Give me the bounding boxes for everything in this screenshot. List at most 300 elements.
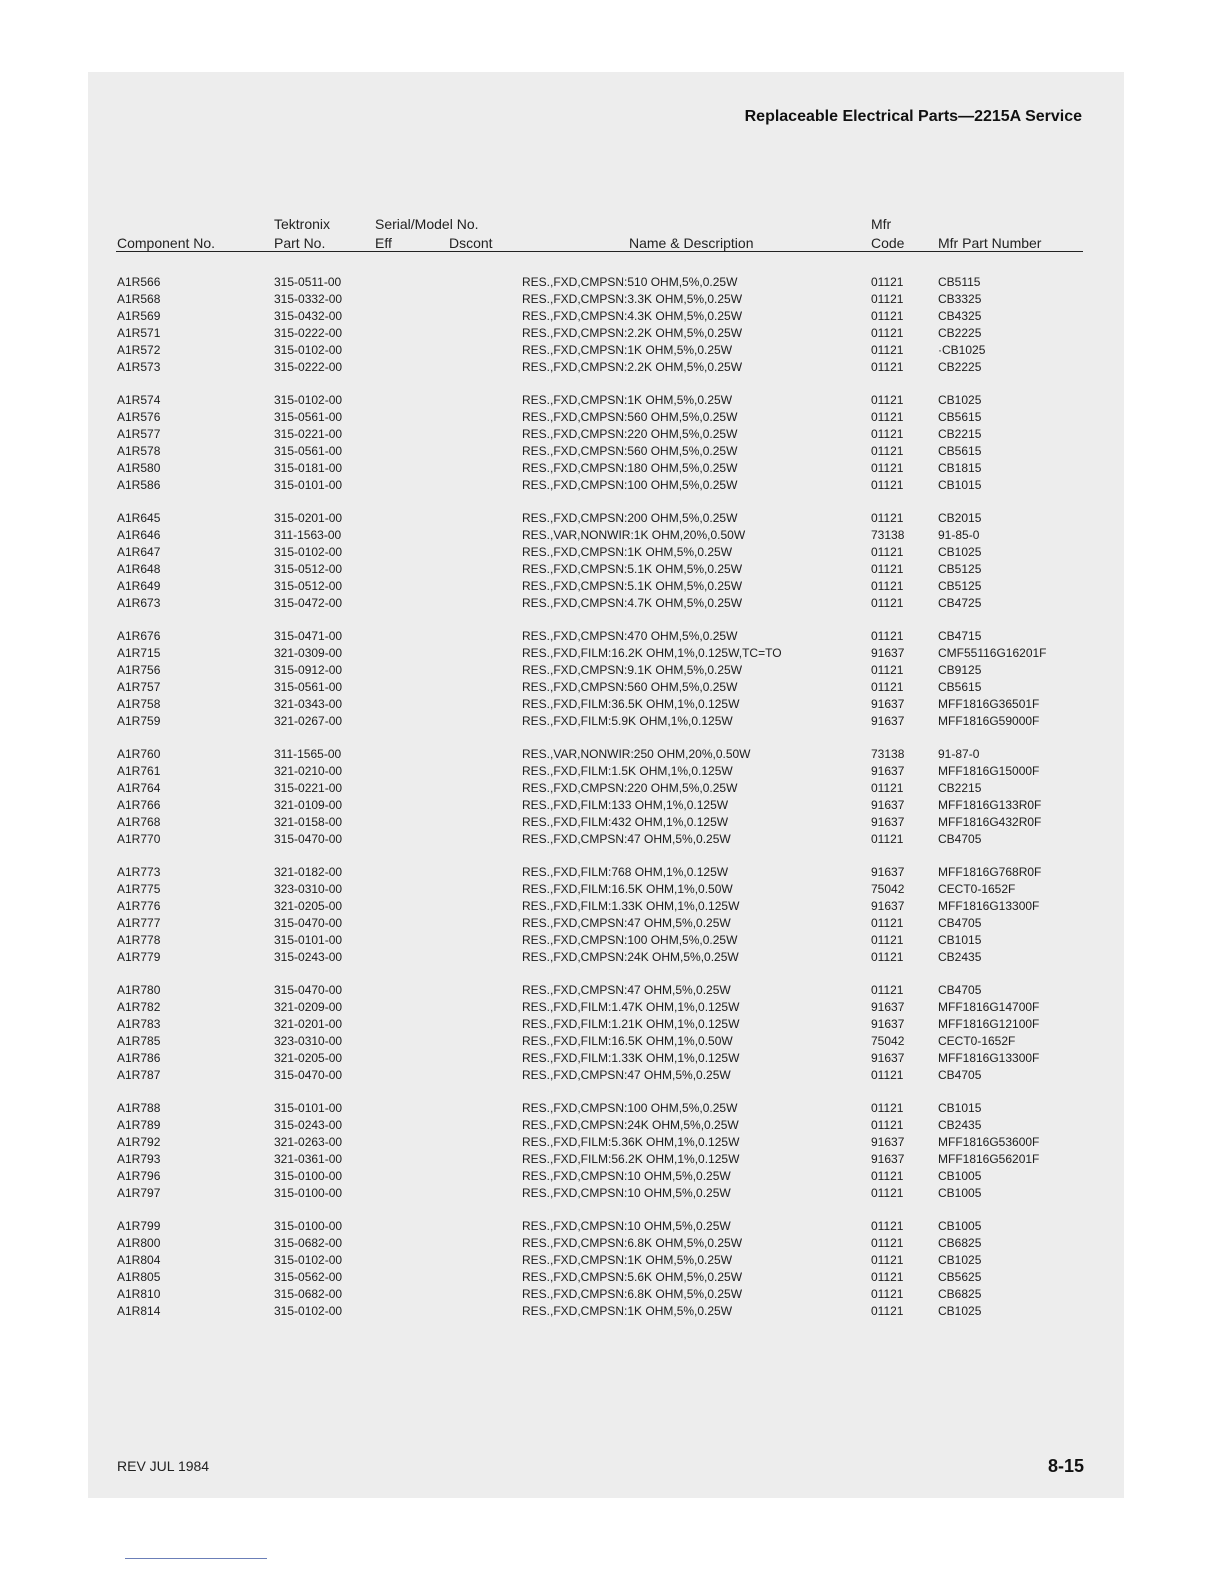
mfr-part-number: MFF1816G56201F — [938, 1152, 1040, 1166]
tektronix-part-number: 315-0243-00 — [274, 950, 343, 964]
component-number: A1R646 — [117, 528, 161, 542]
tektronix-part-number: 315-0221-00 — [274, 781, 343, 795]
mfr-code: 01121 — [871, 343, 904, 357]
mfr-part-number: CB2015 — [938, 511, 982, 525]
part-description: RES.,FXD,FILM:1.21K OHM,1%,0.125W — [522, 1017, 740, 1031]
mfr-code: 01121 — [871, 832, 904, 846]
mfr-code: 91637 — [871, 815, 905, 829]
mfr-part-number: CMF55116G16201F — [938, 646, 1047, 660]
mfr-part-number: CB5125 — [938, 562, 982, 576]
part-description: RES.,FXD,CMPSN:6.8K OHM,5%,0.25W — [522, 1236, 743, 1250]
mfr-code: 91637 — [871, 899, 905, 913]
mfr-code: 73138 — [871, 747, 905, 761]
parts-group — [0, 392, 1224, 494]
component-number: A1R758 — [117, 697, 161, 711]
mfr-code: 91637 — [871, 1135, 905, 1149]
tektronix-part-number: 315-0221-00 — [274, 427, 343, 441]
part-description: RES.,FXD,CMPSN:1K OHM,5%,0.25W — [522, 545, 733, 559]
part-description: RES.,FXD,CMPSN:2.2K OHM,5%,0.25W — [522, 326, 743, 340]
tektronix-part-number: 315-0181-00 — [274, 461, 343, 475]
mfr-part-number: CB1025 — [938, 545, 982, 559]
parts-group — [0, 864, 1224, 966]
mfr-code: 01121 — [871, 1287, 904, 1301]
column-header-mfr-part-number: Mfr Part Number — [938, 235, 1042, 251]
mfr-code: 01121 — [871, 950, 904, 964]
part-description: RES.,FXD,CMPSN:47 OHM,5%,0.25W — [522, 1068, 731, 1082]
part-description: RES.,FXD,CMPSN:5.1K OHM,5%,0.25W — [522, 579, 743, 593]
component-number: A1R797 — [117, 1186, 161, 1200]
part-description: RES.,FXD,CMPSN:10 OHM,5%,0.25W — [522, 1219, 731, 1233]
mfr-part-number: CB4725 — [938, 596, 982, 610]
mfr-part-number: MFF1816G12100F — [938, 1017, 1040, 1031]
mfr-part-number: 91-87-0 — [938, 747, 980, 761]
tektronix-part-number: 321-0210-00 — [274, 764, 343, 778]
mfr-code: 01121 — [871, 1219, 904, 1233]
mfr-part-number: MFF1816G133R0F — [938, 798, 1042, 812]
tektronix-part-number: 315-0100-00 — [274, 1169, 343, 1183]
mfr-part-number: MFF1816G14700F — [938, 1000, 1040, 1014]
component-number: A1R785 — [117, 1034, 161, 1048]
mfr-part-number: CB5615 — [938, 680, 982, 694]
parts-list — [0, 274, 1224, 1336]
mfr-code: 91637 — [871, 1017, 905, 1031]
part-description: RES.,FXD,CMPSN:24K OHM,5%,0.25W — [522, 1118, 739, 1132]
tektronix-part-number: 321-0267-00 — [274, 714, 343, 728]
mfr-code: 01121 — [871, 1118, 904, 1132]
tektronix-part-number: 315-0201-00 — [274, 511, 343, 525]
mfr-part-number: MFF1816G13300F — [938, 899, 1040, 913]
mfr-part-number: MFF1816G13300F — [938, 1051, 1040, 1065]
mfr-code: 01121 — [871, 410, 904, 424]
mfr-code: 91637 — [871, 646, 905, 660]
part-description: RES.,FXD,FILM:5.9K OHM,1%,0.125W — [522, 714, 733, 728]
mfr-part-number: MFF1816G59000F — [938, 714, 1040, 728]
component-number: A1R586 — [117, 478, 161, 492]
component-number: A1R800 — [117, 1236, 161, 1250]
component-number: A1R760 — [117, 747, 161, 761]
part-description: RES.,FXD,CMPSN:24K OHM,5%,0.25W — [522, 950, 739, 964]
table-row — [0, 1100, 1224, 1117]
table-row — [0, 527, 1224, 544]
tektronix-part-number: 321-0109-00 — [274, 798, 343, 812]
mfr-part-number: MFF1816G53600F — [938, 1135, 1040, 1149]
component-number: A1R756 — [117, 663, 161, 677]
table-row — [0, 780, 1224, 797]
tektronix-part-number: 315-0561-00 — [274, 444, 343, 458]
component-number: A1R715 — [117, 646, 161, 660]
component-number: A1R580 — [117, 461, 161, 475]
part-description: RES.,FXD,CMPSN:560 OHM,5%,0.25W — [522, 410, 738, 424]
table-row — [0, 713, 1224, 730]
component-number: A1R799 — [117, 1219, 161, 1233]
mfr-part-number: CB6825 — [938, 1236, 982, 1250]
mfr-code: 91637 — [871, 1000, 905, 1014]
tektronix-part-number: 315-0682-00 — [274, 1287, 343, 1301]
part-description: RES.,FXD,CMPSN:200 OHM,5%,0.25W — [522, 511, 738, 525]
part-description: RES.,FXD,CMPSN:100 OHM,5%,0.25W — [522, 933, 738, 947]
mfr-code: 01121 — [871, 933, 904, 947]
mfr-part-number: CB2435 — [938, 950, 982, 964]
component-number: A1R573 — [117, 360, 161, 374]
mfr-code: 91637 — [871, 1152, 905, 1166]
mfr-part-number: MFF1816G15000F — [938, 764, 1040, 778]
mfr-code: 01121 — [871, 1101, 904, 1115]
mfr-part-number: CB9125 — [938, 663, 982, 677]
component-number: A1R804 — [117, 1253, 161, 1267]
parts-group — [0, 982, 1224, 1084]
mfr-part-number: CB4705 — [938, 1068, 982, 1082]
table-row — [0, 1033, 1224, 1050]
component-number: A1R571 — [117, 326, 161, 340]
table-row — [0, 274, 1224, 291]
table-row — [0, 392, 1224, 409]
tektronix-part-number: 315-0102-00 — [274, 1304, 343, 1318]
part-description: RES.,FXD,CMPSN:180 OHM,5%,0.25W — [522, 461, 738, 475]
part-description: RES.,FXD,CMPSN:4.7K OHM,5%,0.25W — [522, 596, 743, 610]
mfr-code: 01121 — [871, 629, 904, 643]
tektronix-part-number: 315-0471-00 — [274, 629, 343, 643]
part-description: RES.,FXD,CMPSN:3.3K OHM,5%,0.25W — [522, 292, 743, 306]
parts-group — [0, 746, 1224, 848]
mfr-part-number: CB4325 — [938, 309, 982, 323]
table-row — [0, 1235, 1224, 1252]
revision-date: REV JUL 1984 — [117, 1458, 210, 1474]
table-row — [0, 291, 1224, 308]
table-row — [0, 1117, 1224, 1134]
mfr-part-number: CECT0-1652F — [938, 882, 1016, 896]
component-number: A1R572 — [117, 343, 161, 357]
component-number: A1R566 — [117, 275, 161, 289]
mfr-code: 01121 — [871, 1186, 904, 1200]
mfr-code: 91637 — [871, 865, 905, 879]
mfr-part-number: CB2225 — [938, 326, 982, 340]
part-description: RES.,FXD,FILM:1.5K OHM,1%,0.125W — [522, 764, 733, 778]
table-row — [0, 982, 1224, 999]
table-row — [0, 763, 1224, 780]
mfr-code: 01121 — [871, 427, 904, 441]
table-row — [0, 1151, 1224, 1168]
mfr-part-number: CB4705 — [938, 983, 982, 997]
part-description: RES.,FXD,CMPSN:10 OHM,5%,0.25W — [522, 1169, 731, 1183]
component-number: A1R783 — [117, 1017, 161, 1031]
part-description: RES.,FXD,CMPSN:100 OHM,5%,0.25W — [522, 478, 738, 492]
component-number: A1R788 — [117, 1101, 161, 1115]
table-row — [0, 426, 1224, 443]
component-number: A1R789 — [117, 1118, 161, 1132]
tektronix-part-number: 315-0102-00 — [274, 545, 343, 559]
mfr-code: 01121 — [871, 916, 904, 930]
component-number: A1R805 — [117, 1270, 161, 1284]
table-row — [0, 864, 1224, 881]
table-row — [0, 1218, 1224, 1235]
part-description: RES.,FXD,CMPSN:9.1K OHM,5%,0.25W — [522, 663, 743, 677]
table-row — [0, 1168, 1224, 1185]
part-description: RES.,FXD,CMPSN:10 OHM,5%,0.25W — [522, 1186, 731, 1200]
table-row — [0, 544, 1224, 561]
component-number: A1R676 — [117, 629, 161, 643]
part-description: RES.,FXD,CMPSN:220 OHM,5%,0.25W — [522, 781, 738, 795]
mfr-code: 91637 — [871, 798, 905, 812]
tektronix-part-number: 315-0561-00 — [274, 410, 343, 424]
tektronix-part-number: 315-0432-00 — [274, 309, 343, 323]
tektronix-part-number: 315-0102-00 — [274, 393, 343, 407]
mfr-part-number: CB1815 — [938, 461, 982, 475]
tektronix-part-number: 315-0102-00 — [274, 343, 343, 357]
column-header-name-description: Name & Description — [629, 235, 754, 251]
table-row — [0, 746, 1224, 763]
mfr-part-number: CB5625 — [938, 1270, 982, 1284]
part-description: RES.,VAR,NONWIR:1K OHM,20%,0.50W — [522, 528, 746, 542]
page-title: Replaceable Electrical Parts—2215A Service — [744, 108, 1082, 125]
part-description: RES.,FXD,CMPSN:4.3K OHM,5%,0.25W — [522, 309, 743, 323]
mfr-code: 01121 — [871, 478, 904, 492]
table-row — [0, 1050, 1224, 1067]
column-header-serial-model: Serial/Model No. — [375, 216, 479, 232]
component-number: A1R759 — [117, 714, 161, 728]
column-header-mfr: Mfr — [871, 216, 892, 232]
table-row — [0, 949, 1224, 966]
part-description: RES.,FXD,CMPSN:470 OHM,5%,0.25W — [522, 629, 738, 643]
table-row — [0, 1269, 1224, 1286]
table-row — [0, 696, 1224, 713]
table-row — [0, 1252, 1224, 1269]
table-row — [0, 1286, 1224, 1303]
column-header-part-no: Part No. — [274, 235, 326, 251]
mfr-code: 01121 — [871, 360, 904, 374]
table-row — [0, 662, 1224, 679]
table-row — [0, 325, 1224, 342]
part-description: RES.,FXD,CMPSN:1K OHM,5%,0.25W — [522, 1253, 733, 1267]
tektronix-part-number: 315-0101-00 — [274, 933, 343, 947]
mfr-part-number: MFF1816G432R0F — [938, 815, 1042, 829]
component-number: A1R773 — [117, 865, 161, 879]
tektronix-part-number: 315-0222-00 — [274, 326, 343, 340]
mfr-part-number: MFF1816G768R0F — [938, 865, 1042, 879]
component-number: A1R764 — [117, 781, 161, 795]
table-row — [0, 645, 1224, 662]
parts-group — [0, 1100, 1224, 1202]
part-description: RES.,FXD,FILM:1.47K OHM,1%,0.125W — [522, 1000, 740, 1014]
component-number: A1R776 — [117, 899, 161, 913]
component-number: A1R814 — [117, 1304, 161, 1318]
mfr-part-number: CB1005 — [938, 1219, 982, 1233]
tektronix-part-number: 315-0682-00 — [274, 1236, 343, 1250]
table-row — [0, 797, 1224, 814]
part-description: RES.,FXD,FILM:432 OHM,1%,0.125W — [522, 815, 729, 829]
tektronix-part-number: 315-0102-00 — [274, 1253, 343, 1267]
mfr-part-number: ·CB1025 — [938, 343, 986, 357]
table-row — [0, 915, 1224, 932]
table-row — [0, 628, 1224, 645]
part-description: RES.,FXD,CMPSN:2.2K OHM,5%,0.25W — [522, 360, 743, 374]
component-number: A1R766 — [117, 798, 161, 812]
mfr-code: 01121 — [871, 1169, 904, 1183]
mfr-part-number: CB2215 — [938, 781, 982, 795]
mfr-code: 01121 — [871, 1270, 904, 1284]
tektronix-part-number: 315-0243-00 — [274, 1118, 343, 1132]
part-description: RES.,FXD,CMPSN:6.8K OHM,5%,0.25W — [522, 1287, 743, 1301]
tektronix-part-number: 311-1565-00 — [274, 747, 342, 761]
mfr-code: 01121 — [871, 1068, 904, 1082]
tektronix-part-number: 321-0361-00 — [274, 1152, 343, 1166]
mfr-part-number: CB1005 — [938, 1186, 982, 1200]
part-description: RES.,FXD,CMPSN:5.1K OHM,5%,0.25W — [522, 562, 743, 576]
component-number: A1R568 — [117, 292, 161, 306]
table-row — [0, 510, 1224, 527]
table-row — [0, 1185, 1224, 1202]
mfr-code: 01121 — [871, 983, 904, 997]
tektronix-part-number: 321-0309-00 — [274, 646, 343, 660]
mfr-part-number: CB1005 — [938, 1169, 982, 1183]
component-number: A1R792 — [117, 1135, 161, 1149]
table-row — [0, 831, 1224, 848]
tektronix-part-number: 321-0205-00 — [274, 899, 343, 913]
tektronix-part-number: 315-0470-00 — [274, 916, 343, 930]
part-description: RES.,FXD,CMPSN:1K OHM,5%,0.25W — [522, 1304, 733, 1318]
mfr-code: 75042 — [871, 1034, 905, 1048]
mfr-code: 01121 — [871, 275, 904, 289]
mfr-code: 01121 — [871, 511, 904, 525]
component-number: A1R793 — [117, 1152, 161, 1166]
component-number: A1R778 — [117, 933, 161, 947]
table-row — [0, 1067, 1224, 1084]
mfr-part-number: CB2225 — [938, 360, 982, 374]
mfr-code: 75042 — [871, 882, 905, 896]
tektronix-part-number: 315-0101-00 — [274, 478, 343, 492]
mfr-code: 01121 — [871, 596, 904, 610]
mfr-code: 01121 — [871, 663, 904, 677]
tektronix-part-number: 323-0310-00 — [274, 1034, 343, 1048]
component-number: A1R645 — [117, 511, 161, 525]
part-description: RES.,FXD,CMPSN:1K OHM,5%,0.25W — [522, 343, 733, 357]
part-description: RES.,FXD,FILM:36.5K OHM,1%,0.125W — [522, 697, 740, 711]
part-description: RES.,FXD,FILM:5.36K OHM,1%,0.125W — [522, 1135, 740, 1149]
component-number: A1R578 — [117, 444, 161, 458]
part-description: RES.,FXD,FILM:133 OHM,1%,0.125W — [522, 798, 729, 812]
mfr-code: 01121 — [871, 1304, 904, 1318]
component-number: A1R779 — [117, 950, 161, 964]
mfr-code: 91637 — [871, 697, 905, 711]
tektronix-part-number: 321-0263-00 — [274, 1135, 343, 1149]
mfr-part-number: CB2215 — [938, 427, 982, 441]
parts-group — [0, 510, 1224, 612]
tektronix-part-number: 321-0158-00 — [274, 815, 343, 829]
table-row — [0, 477, 1224, 494]
mfr-code: 91637 — [871, 714, 905, 728]
mfr-part-number: CB1025 — [938, 1304, 982, 1318]
table-row — [0, 1016, 1224, 1033]
part-description: RES.,FXD,FILM:56.2K OHM,1%,0.125W — [522, 1152, 740, 1166]
mfr-code: 01121 — [871, 292, 904, 306]
part-description: RES.,FXD,CMPSN:47 OHM,5%,0.25W — [522, 916, 731, 930]
component-number: A1R576 — [117, 410, 161, 424]
table-row — [0, 359, 1224, 376]
part-description: RES.,FXD,FILM:1.33K OHM,1%,0.125W — [522, 1051, 740, 1065]
table-row — [0, 595, 1224, 612]
column-header-dscont: Dscont — [449, 235, 493, 251]
parts-group — [0, 628, 1224, 730]
mfr-part-number: 91-85-0 — [938, 528, 980, 542]
part-description: RES.,FXD,FILM:16.2K OHM,1%,0.125W,TC=TO — [522, 646, 782, 660]
scan-artifact-line — [125, 1558, 267, 1559]
tektronix-part-number: 315-0561-00 — [274, 680, 343, 694]
table-row — [0, 578, 1224, 595]
table-row — [0, 932, 1224, 949]
tektronix-part-number: 315-0470-00 — [274, 832, 343, 846]
component-number: A1R647 — [117, 545, 161, 559]
tektronix-part-number: 315-0332-00 — [274, 292, 343, 306]
mfr-part-number: CB1015 — [938, 1101, 982, 1115]
table-row — [0, 679, 1224, 696]
component-number: A1R787 — [117, 1068, 161, 1082]
table-row — [0, 561, 1224, 578]
mfr-code: 01121 — [871, 326, 904, 340]
table-row — [0, 460, 1224, 477]
mfr-part-number: CB1015 — [938, 933, 982, 947]
mfr-part-number: CB5115 — [938, 275, 981, 289]
mfr-code: 91637 — [871, 764, 905, 778]
tektronix-part-number: 321-0209-00 — [274, 1000, 343, 1014]
part-description: RES.,FXD,CMPSN:47 OHM,5%,0.25W — [522, 983, 731, 997]
tektronix-part-number: 311-1563-00 — [274, 528, 342, 542]
table-row — [0, 342, 1224, 359]
mfr-part-number: CECT0-1652F — [938, 1034, 1016, 1048]
part-description: RES.,FXD,FILM:1.33K OHM,1%,0.125W — [522, 899, 740, 913]
parts-group — [0, 1218, 1224, 1320]
table-row — [0, 881, 1224, 898]
mfr-part-number: CB1025 — [938, 393, 982, 407]
mfr-part-number: CB3325 — [938, 292, 982, 306]
tektronix-part-number: 321-0182-00 — [274, 865, 343, 879]
table-row — [0, 814, 1224, 831]
mfr-part-number: CB1015 — [938, 478, 982, 492]
mfr-code: 01121 — [871, 781, 904, 795]
tektronix-part-number: 315-0101-00 — [274, 1101, 343, 1115]
table-row — [0, 308, 1224, 325]
column-header-code: Code — [871, 235, 905, 251]
tektronix-part-number: 315-0912-00 — [274, 663, 343, 677]
tektronix-part-number: 315-0470-00 — [274, 983, 343, 997]
table-row — [0, 1134, 1224, 1151]
tektronix-part-number: 315-0222-00 — [274, 360, 343, 374]
table-row — [0, 409, 1224, 426]
part-description: RES.,FXD,FILM:768 OHM,1%,0.125W — [522, 865, 729, 879]
part-description: RES.,FXD,CMPSN:5.6K OHM,5%,0.25W — [522, 1270, 743, 1284]
component-number: A1R649 — [117, 579, 161, 593]
component-number: A1R775 — [117, 882, 161, 896]
component-number: A1R757 — [117, 680, 161, 694]
mfr-code: 01121 — [871, 461, 904, 475]
component-number: A1R777 — [117, 916, 161, 930]
mfr-part-number: MFF1816G36501F — [938, 697, 1040, 711]
tektronix-part-number: 315-0512-00 — [274, 562, 343, 576]
mfr-part-number: CB4705 — [938, 916, 982, 930]
column-header-tektronix: Tektronix — [274, 216, 331, 232]
component-number: A1R796 — [117, 1169, 161, 1183]
part-description: RES.,FXD,CMPSN:100 OHM,5%,0.25W — [522, 1101, 738, 1115]
column-header-eff: Eff — [375, 235, 392, 251]
tektronix-part-number: 321-0205-00 — [274, 1051, 343, 1065]
mfr-part-number: CB2435 — [938, 1118, 982, 1132]
tektronix-part-number: 315-0100-00 — [274, 1186, 343, 1200]
component-number: A1R574 — [117, 393, 161, 407]
mfr-part-number: CB4705 — [938, 832, 982, 846]
mfr-code: 01121 — [871, 579, 904, 593]
tektronix-part-number: 321-0201-00 — [274, 1017, 343, 1031]
mfr-code: 01121 — [871, 393, 904, 407]
component-number: A1R648 — [117, 562, 161, 576]
tektronix-part-number: 315-0100-00 — [274, 1219, 343, 1233]
